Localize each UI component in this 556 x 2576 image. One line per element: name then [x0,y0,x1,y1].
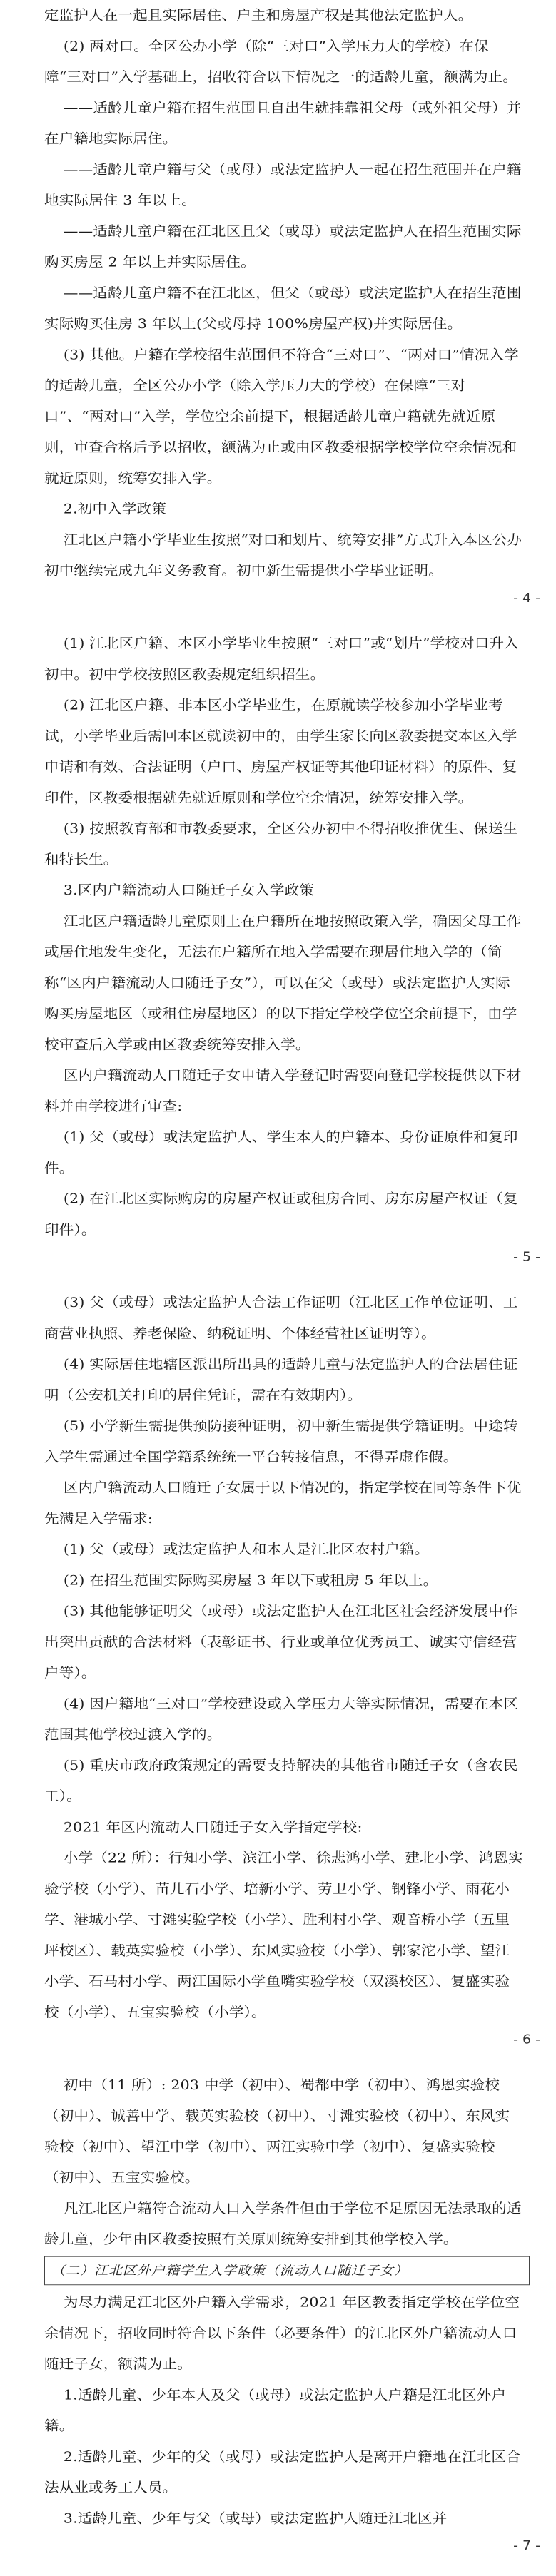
paragraph-19: (4) 实际居住地辖区派出所出具的适龄儿童与法定监护人的合法居住证明（公安机关打印的居住凭证，需在有效期内）。 [44,1356,518,1403]
paragraph-26: (5) 重庆市政府政策规定的需要支持解决的其他省市随迁子女（含农民工）。 [44,1757,518,1804]
paragraph-22: (1) 父（或母）或法定监护人和本人是江北区农村户籍。 [44,1541,430,1557]
paragraph-5: ——适龄儿童户籍在江北区且父（或母）或法定监护人在招生范围实际购买房屋 2 年以上并实际居住。 [44,223,522,270]
paragraph-24: (3) 其他能够证明父（或母）或法定监护人在江北区社会经济发展中作出突出贡献的合法材料（表彰证书、行业或单位优秀员工、诚实守信经营户等）。 [44,1603,518,1681]
paragraph-4: ——适龄儿童户籍与父（或母）或法定监护人一起在招生范围并在户籍地实际居住 3 年以上。 [44,161,522,208]
paragraph-1: 定监护人在一起且实际居住、户主和房屋产权是其他法定监护人。 [44,7,473,24]
paragraph-18: (3) 父（或母）或法定监护人合法工作证明（江北区工作单位证明、工商营业执照、养老保险、纳税证明、个体经营社区证明等）。 [44,1294,518,1341]
page-number-6: - 6 - [513,2032,540,2047]
paragraph-13: 3.区内户籍流动人口随迁子女入学政策 [44,882,315,898]
paragraph-27: 2021 年区内流动人口随迁子女入学指定学校: [44,1818,363,1835]
paragraph-34: 3.适龄儿童、少年与父（或母）或法定监护人随迁江北区并 [44,2510,448,2526]
paragraph-23: (2) 在招生范围实际购买房屋 3 年以下或租房 5 年以上。 [44,1572,438,1588]
paragraph-16: (1) 父（或母）或法定监护人、学生本人的户籍本、身份证原件和复印件。 [44,1129,518,1176]
paragraph-33: 2.适龄儿童、少年的父（或母）或法定监护人是离开户籍地在江北区合法从业或务工人员。 [44,2448,521,2495]
paragraph-17: (2) 在江北区实际购房的房屋产权证或租房合同、房东房屋产权证（复印件）。 [44,1191,518,1238]
paragraph-2: (2) 两对口。全区公办小学（除“三对口”入学压力大的学校）在保障“三对口”入学基础上，招收符合以下情况之一的适龄儿童，额满为止。 [44,38,518,85]
paragraph-28: 小学（22 所）：行知小学、滨江小学、徐悲鸿小学、建北小学、鸿恩实验学校（小学）、苗儿石小学、培新小学、劳卫小学、钢锋小学、雨花小学、港城小学、寸滩实验学校（小学）、胜利村小学、观音桥小学（五里坪校区）、载英实验校（小学）、东风实验校（小学）、郭家沱小学、望江小学、石马村小学、两江国际小学鱼嘴实验学校（双溪校区）、复盛实验校（小学）、五宝实验校（小学）。 [44,1850,523,2020]
paragraph-8: 2.初中入学政策 [44,501,167,517]
paragraph-3: ——适龄儿童户籍在招生范围且自出生就挂靠祖父母（或外祖父母）并在户籍地实际居住。 [44,99,522,147]
paragraph-6: ——适龄儿童户籍不在江北区，但父（或母）或法定监护人在招生范围实际购买住房 3 年以上(父或母持 100%房屋产权)并实际居住。 [44,285,522,332]
paragraph-10: (1) 江北区户籍、本区小学毕业生按照“三对口”或“划片”学校对口升入初中。初中学校按照区教委规定组织招生。 [44,635,519,683]
paragraph-31: 为尽力满足江北区外户籍入学需求，2021 年区教委指定学校在学位空余情况下，招收同时符合以下条件（必要条件）的江北区外户籍流动人口随迁子女，额满为止。 [44,2294,520,2372]
paragraph-32: 1.适龄儿童、少年本人及父（或母）或法定监护人户籍是江北区外户籍。 [44,2386,507,2434]
paragraph-15: 区内户籍流动人口随迁子女申请入学登记时需要向登记学校提供以下材料并由学校进行审查: [44,1067,522,1114]
page-number-7: - 7 - [513,2538,540,2553]
page-number-5: - 5 - [513,1250,540,1265]
paragraph-7: (3) 其他。户籍在学校招生范围但不符合“三对口”、“两对口”情况入学的适龄儿童，全区公办小学（除入学压力大的学校）在保障“三对口”、“两对口”入学，学位空余前提下，根据适龄儿童户籍就先就近原则，审查合格后予以招收，额满为止或由区教委根据学校学位空余情况和就近原则，统筹安排入学。 [44,346,519,486]
paragraph-20: (5) 小学新生需提供预防接种证明，初中新生需提供学籍证明。中途转入学生需通过全国学籍系统统一平台转接信息，不得弄虚作假。 [44,1417,518,1465]
section-heading: （二）江北区外户籍学生入学政策（流动人口随迁子女） [51,2263,409,2279]
paragraph-30: 凡江北区户籍符合流动人口入学条件但由于学位不足原因无法录取的适龄儿童，少年由区教委按照有关原则统筹安排到其他学校入学。 [44,2200,522,2247]
paragraph-9: 江北区户籍小学毕业生按照“对口和划片、统筹安排”方式升入本区公办初中继续完成九年义务教育。初中新生需提供小学毕业证明。 [44,531,522,579]
paragraph-14: 江北区户籍适龄儿童原则上在户籍所在地按照政策入学，确因父母工作或居住地发生变化，无法在户籍所在地入学需要在现居住地入学的（简称“区内户籍流动人口随迁子女”），可以在父（或母）或法定监护人实际购买房屋地区（或租住房屋地区）的以下指定学校学位空余前提下，由学校审查后入学或由区教委统筹安排入学。 [44,912,522,1053]
paragraph-25: (4) 因户籍地“三对口”学校建设或入学压力大等实际情况，需要在本区范围其他学校过渡入学的。 [44,1695,519,1743]
paragraph-12: (3) 按照教育部和市教委要求，全区公办初中不得招收推优生、保送生和特长生。 [44,820,518,867]
page-number-4: - 4 - [513,591,540,606]
paragraph-21: 区内户籍流动人口随迁子女属于以下情况的，指定学校在同等条件下优先满足入学需求: [44,1480,522,1527]
paragraph-11: (2) 江北区户籍、非本区小学毕业生，在原就读学校参加小学毕业考试，小学毕业后需回本区就读初中的，由学生家长向区教委提交本区入学申请和有效、合法证明（户口、房屋产权证等其他印证材料）的原件、复印件，区教委根据就先就近原则和学位空余情况，统筹安排入学。 [44,697,517,806]
paragraph-29: 初中（11 所）: 203 中学（初中）、蜀都中学（初中）、鸿恩实验校（初中）、诚善中学、载英实验校（初中）、寸滩实验校（初中）、东风实验校（初中）、望江中学（初中）、两江实验中学（初中）、复盛实验校（初中）、五宝实验校。 [44,2077,510,2186]
